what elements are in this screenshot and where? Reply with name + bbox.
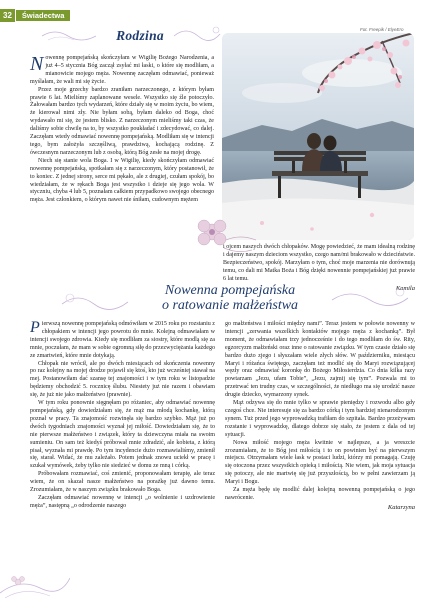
article2-right-column [225, 321, 415, 511]
dropcap: N [30, 53, 44, 75]
paragraph: ierwszą nowennę pompejańską odmówiłam w 2015 roku po rozstaniu z chłopakiem w intencji jego powrotu do mnie. Kolejną odmawiałam w intencji swojego zdrowia. Kiedy się modliłam za siostry, które modlą się za mnie, poczułam, że mam w sobie ogromną siłę do przezwyciężania każdego ze zmartwień, które mnie dotykają. [30, 321, 215, 359]
signature: Kamila [395, 284, 415, 292]
signature: Katarzyna [387, 503, 415, 511]
couple-on-bench-photo [222, 33, 414, 240]
paragraph: W tym roku ponownie sięgnęłam po różaniec, aby odmawiać nowennę pompejańską, gdy dowiedziałam się, że mąż ma młodą kochankę, którą poznał w pracy. Ta znajomość rozwinęła się bardzo szybko. Mąż już po dwóch tygodniach znajomości wyznał jej miłość. Dowiedziałam się, że to nie pierwsze małżeństwo i związek, który ta dziewczyna miała na swoim sumieniu. On sam też kiedyś próbował mnie zdradzić, ale kobieta, z którą pisał, wyznała mi prawdę. Po tym incydencie dużo rozmawialiśmy, zmienił się, starał. Widać, że mu zależało. Potem jednak znowu uciekł w pracę i szukał wymówek, żeby tylko nie siedzieć w domu ze mną i córką. [30, 400, 215, 470]
article2-left-column [30, 321, 215, 511]
paragraph: Próbowałam rozmawiać, coś zmienić, proponowałam terapię, ale teraz wiem, że on skazał nasze małżeństwo na porażkę już dawno temu. Zrozumiałam, że w naszym związku brakowało Boga. [30, 471, 215, 494]
paragraph: Chłopak nie wrócił, ale po dwóch miesiącach od skończenia nowenny po raz kolejny na mojej drodze pojawił się ktoś, kto już wcześniej stawał na mej. Postanowiłam dać szansę tej znajomości i w tym roku w listopadzie będziemy obchodzić 5. rocznicę ślubu. Niestety już nie razem i obawiam się, że już nie jako małżeństwo (prawnie). [30, 360, 215, 399]
swirl-ornament-icon [330, 284, 410, 314]
paragraph: Za męża będę się modlić dalej kolejną nowenną pompejańską o jego nawrócenie. [225, 487, 415, 501]
paragraph: go małżeństwa i miłości między nami”. Teraz jestem w połowie nowenny w intencji „zerwania wszelkich kontaktów mojego męża z kochanką”. Był moment, że odmawiałam trzy jednocześnie i do tego modliłam do św. Rity, egzorcyzm małżeński oraz inne o ratowanie związku. W tym czasie działo się bardzo dużo zjego i słyszałam wiele złych słów. W październiku, miesiącu Maryi i różańca świętego, zaczęłam też modlić się do Maryi rozwiązującej węzły oraz odmawiać koronkę do Bożego Miłosierdzia. Co dnia kilka razy powtarzam „Jezu, ufam Tobie”, „Jezu, zajmij się tym”. Pozwala mi to przetrwać ten trudny czas, w szczególności, że niedługo ma się urodzić nasze drugie dziecko, wymarzony synek. [225, 321, 415, 399]
paragraph: Mąż odzywa się do mnie tylko w sprawie pieniędzy i rozwodu albo gdy czegoś chce. Nie interesuje się za bardzo córką i tym bardziej nienarodzonym synem. Tuż przed jego wyprowadzką trafiłam do szpitala. Bardzo przeżywam rozstanie i wyprowadzkę, dlatego dobrze się stało, że jestem z dala od tej sytuacji. [225, 400, 415, 438]
article1-title: Rodzina [116, 28, 164, 43]
paragraph: i ojcem naszych dwóch chłopaków. Mogę powiedzieć, że mam idealną rodzinę i dajemy naszym dzieciom wszystko, czego nam/mi brakowało w dzieciństwie. Bezpieczeństwo, spokój. Marzyłam o tym, choć moje marzenia nie dorównują temu, co dali mi Matka Boża i Bóg dzięki nowennie pompejańskiej już prawie 6 lat temu. [223, 244, 415, 282]
paragraph: owennę pompejańską skończyłam w Wigilię Bożego Narodzenia, a już 4–5 stycznia Bóg zaczął zsyłać mi łaski, o które się modliłam, a mianowicie mojego męża. Nowennę zaczęłam odmawiać, ponieważ myślałam, że wali mi się życie. [30, 55, 214, 85]
floral-ornament-icon [0, 548, 70, 599]
article2-title-line1: Nowenna pompejańska [164, 283, 296, 298]
photo-credit: Fot. Freepik / ElyeEro [360, 27, 404, 32]
paragraph: Nowa miłość mojego męża kwitnie w najlepsze, a ja wreszcie zrozumiałam, że to Bóg jest miłością i to on powinien być na pierwszym miejscu. Otrzymałam wiele łask w postaci ludzi, którzy mi pomagają. Czuję się otoczona przez wszystkich opieką i miłością. Nie wiem, jak moja sytuacja się potoczy, ale nie martwię się już przyszłością, bo w pełni zawierzam ją Maryi i Bogu. [225, 439, 415, 486]
page-number: 32 [0, 9, 15, 22]
dropcap: P [30, 319, 40, 336]
section-label: Świadectwa [16, 10, 71, 21]
article2-title-line2: o ratowanie małżeństwa [161, 298, 299, 313]
paragraph: Przez moje grzechy bardzo zraniłam narzeczonego, z którym byłam prawie 6 lat. Mieliśmy zaplanowane wesele. Wszystko się źle potoczyło. Żałowałam bardzo tych wydarzeń, które działy się w moim życiu, bo wiem, że kierował nimi zły. Nie byłam sobą, byłam daleko od Boga, choć wydawało mi się, że jestem blisko. Z narzeczonym mieliśmy taki czas, że daliśmy sobie chwilę na to, by wszystko poukładać i zdecydować, co dalej. Zaczęłam wtedy odmawiać nowennę pompejańską. Modliłam się w intencji tego, bym założyła szczęśliwą, prawdziwą, kochającą rodzinę. Z ówczesnym narzeczonym lub z osobą, którą Bóg zesłe na mojej drogę. [30, 86, 214, 156]
paragraph: Niech się stanie wola Boga. I w Wigilię, kiedy skończyłam odmawiać nowennę pompejańską, spotkałam się z narzeczonym, który postanowił, że to koniec. Z jednej strony, serce mi pękało, ale z drugiej, czułam spokój, bo wiedziałam, że w rękach Boga jest wszystko i dzieje się jego wola. W styczniu, chyba 4 lub 5, poznałam całkiem przypadkowo swojego obecnego męża. Jest członkiem, o którym nawet nie śniłam, cudownym mężem [30, 157, 214, 204]
paragraph: Zaczęłam odmawiać nowennę w intencji „o wolnienie i uzdrowienie męża”, następną „o odrodzenie naszego [30, 494, 215, 509]
page-header [0, 9, 70, 22]
article2-title [120, 283, 340, 313]
article1-left-column [30, 55, 214, 205]
